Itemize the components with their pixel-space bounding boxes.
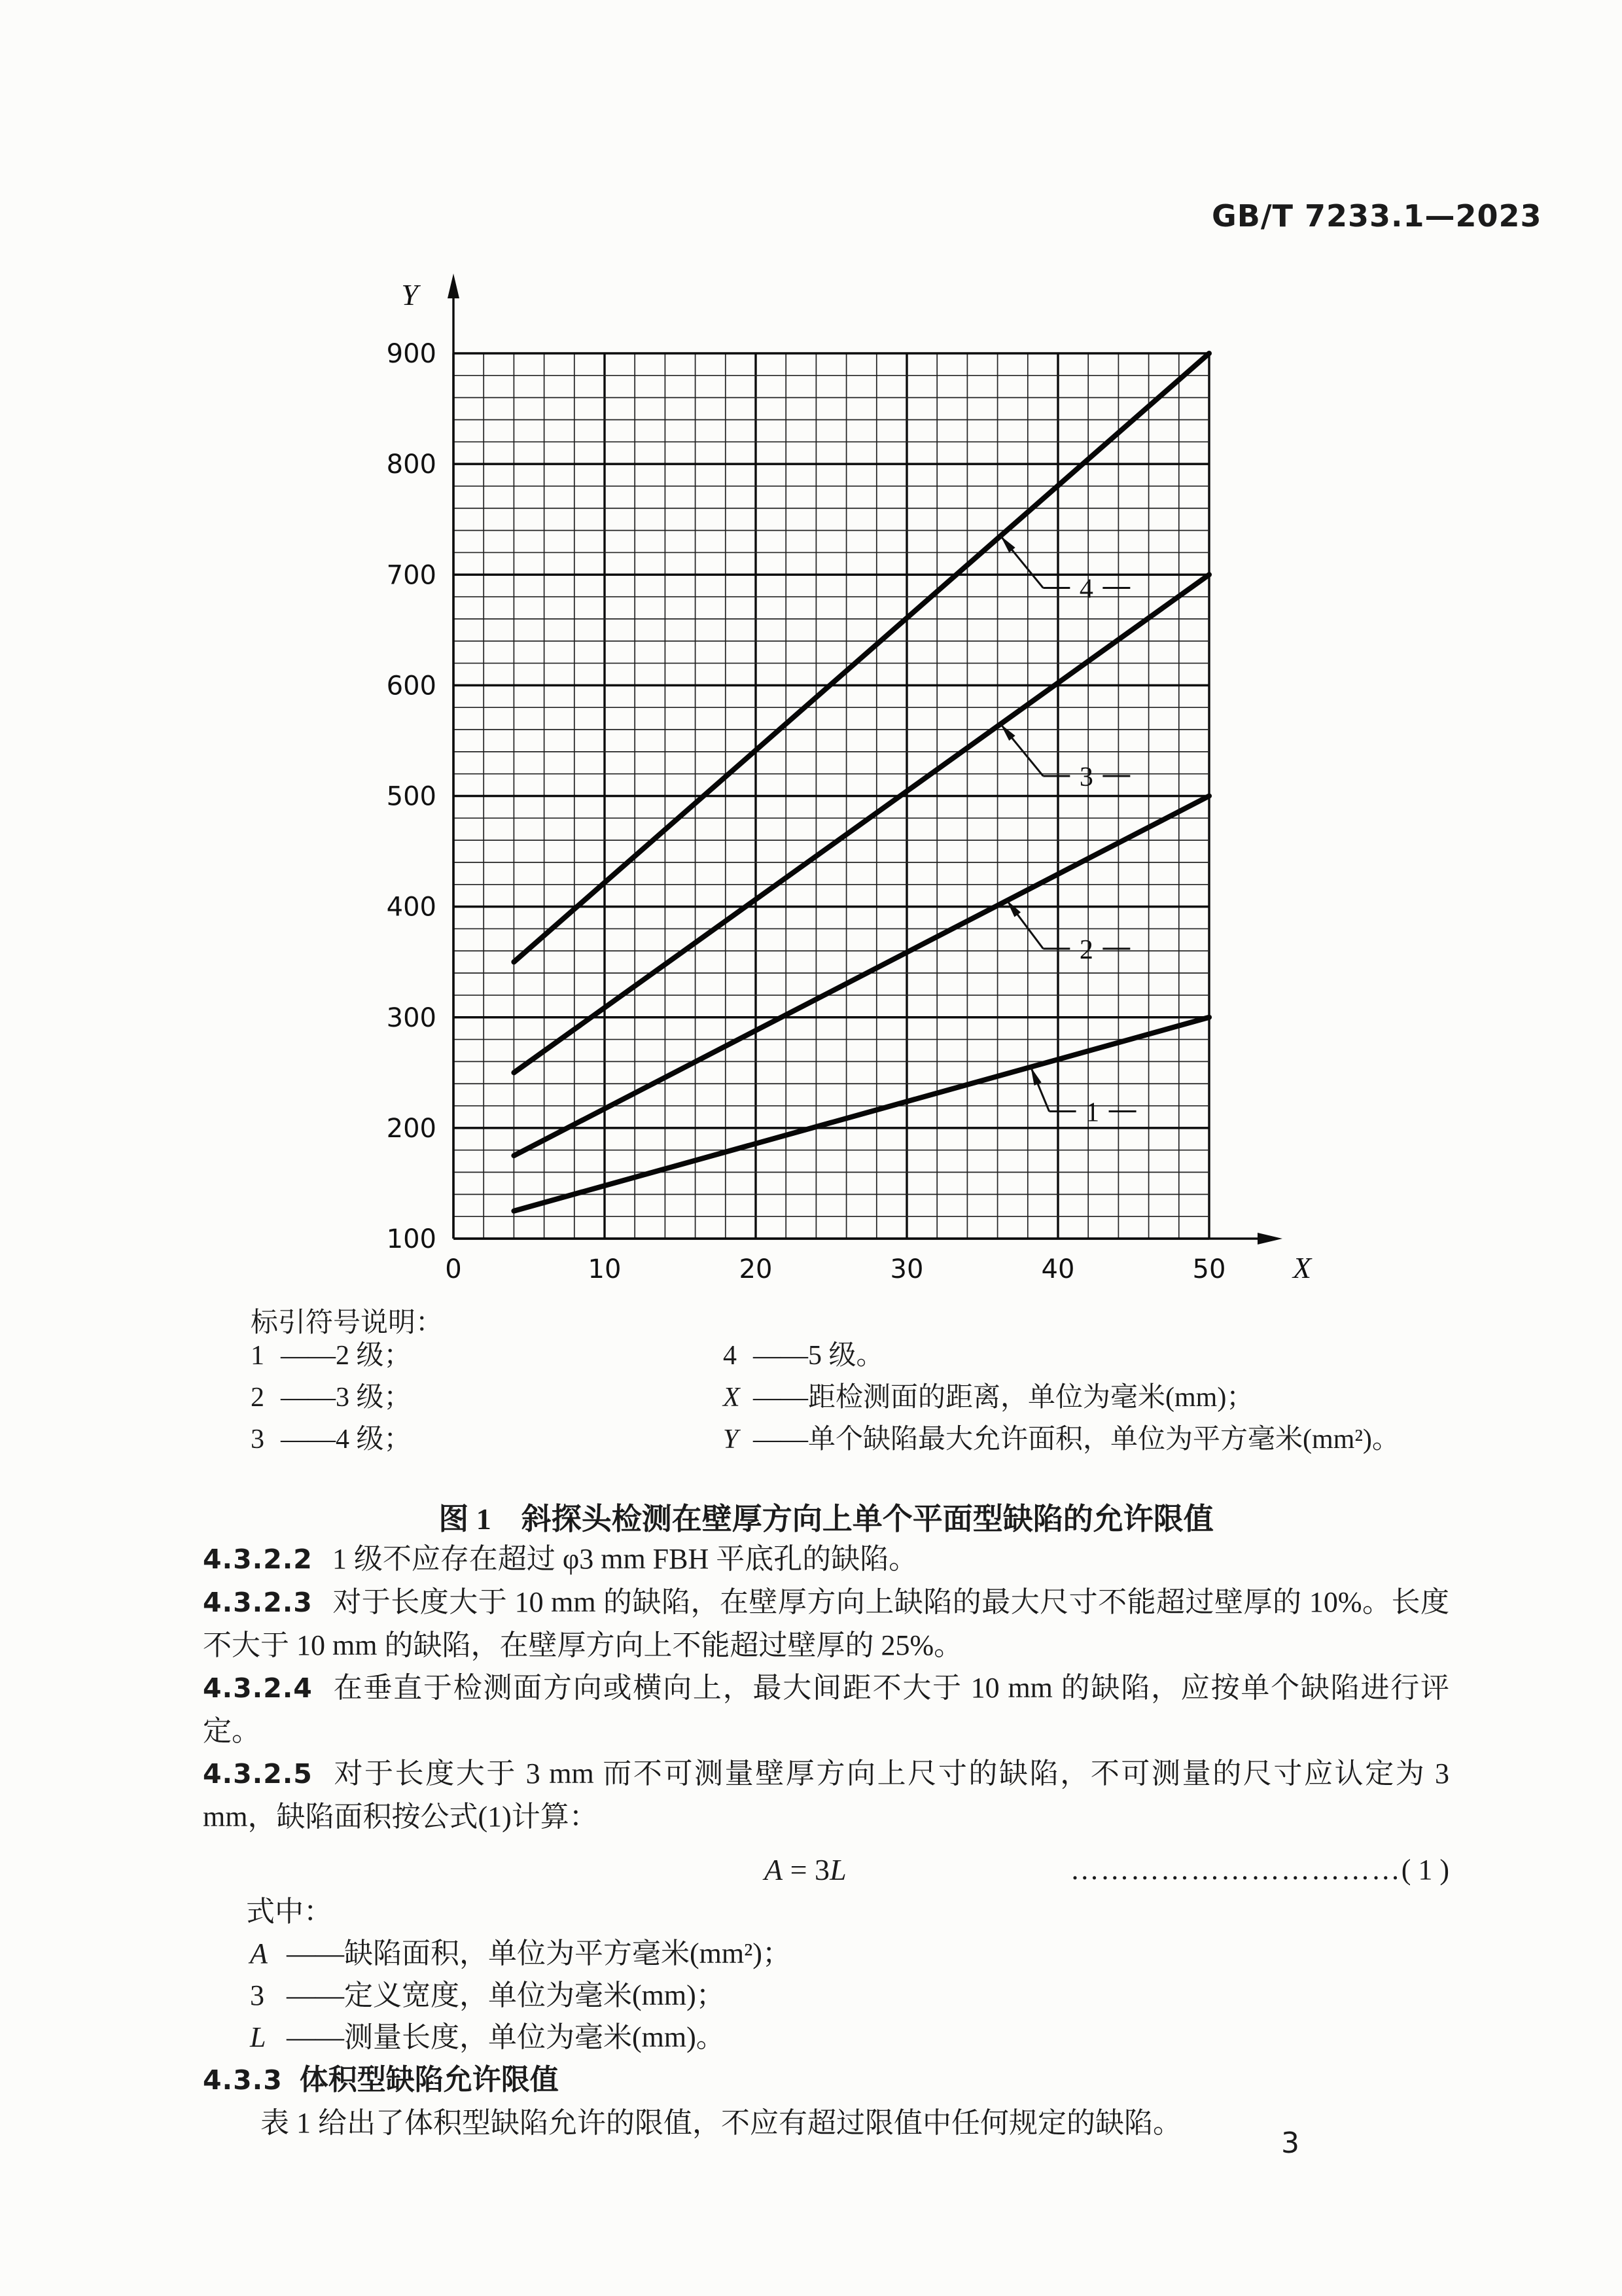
paragraph-4323 [203,1581,1449,1667]
legend-text: ——距检测面的距离，单位为毫米(mm)； [753,1383,1254,1413]
legend-item [723,1377,1400,1419]
y-axis-label: Y [401,278,418,311]
formula-1 [203,1848,1449,1890]
x-axis-arrow [1258,1233,1282,1245]
legend-item [723,1335,1400,1377]
clause-text: 在垂直于检测面方向或横向上，最大间距不大于 10 mm 的缺陷，应按单个缺陷进行评定。 [203,1672,1449,1747]
y-tick-label: 700 [386,560,436,591]
series-callout-label-1: 1 [1085,1097,1100,1128]
dot-leader: …………………………… [1070,1854,1402,1886]
heading-433 [203,2058,1449,2102]
legend-text: ——单个缺陷最大允许面积，单位为平方毫米(mm²)。 [753,1424,1400,1455]
legend-symbol: 1 [251,1341,264,1371]
standard-number: GB/T 7233.1—2023 [1212,198,1542,234]
x-tick-label: 20 [739,1254,773,1284]
legend-text: ——5 级。 [753,1341,884,1371]
heading-title: 体积型缺陷允许限值 [299,2064,559,2096]
x-tick-label: 30 [890,1254,924,1284]
y-tick-label: 200 [386,1113,436,1144]
where-label: 式中： [246,1896,332,1928]
where-desc: ——定义宽度，单位为毫米(mm)； [287,1979,725,2011]
legend-symbol: 4 [723,1341,737,1371]
figure-legend-column-left [251,1335,412,1460]
series-callout-label-2: 2 [1079,934,1093,965]
formula-reference [1070,1848,1449,1891]
series-callout-label-3: 3 [1079,762,1093,793]
y-axis-arrow [448,274,459,298]
legend-item [251,1419,412,1460]
clause-text: 对于长度大于 10 mm 的缺陷，在壁厚方向上缺陷的最大尺寸不能超过壁厚的 10%。长度不大于 10 mm 的缺陷，在壁厚方向上不能超过壁厚的 25%。 [203,1586,1449,1661]
page-number: 3 [1281,2127,1299,2160]
callout-leader-3 [1000,724,1043,776]
formula-var-L: L [830,1853,847,1886]
series-line-2 [514,796,1209,1156]
where-symbol: 3 [250,1979,264,2011]
y-tick-label: 900 [386,339,436,369]
figure-legend-column-right [723,1335,1400,1460]
clause-number: 4.3.2.2 [203,1544,313,1575]
formula-var-A: A [764,1853,783,1886]
legend-text: ——3 级； [281,1383,412,1413]
clause-number: 4.3.2.4 [203,1672,313,1704]
y-tick-label: 800 [386,450,436,480]
callout-leader-1 [1031,1067,1049,1112]
clause-text: 1 级不应存在超过 φ3 mm FBH 平底孔的缺陷。 [332,1543,918,1575]
closing-paragraph: 表 1 给出了体积型缺陷允许的限值，不应有超过限值中任何规定的缺陷。 [260,2107,1182,2139]
y-tick-label: 100 [386,1224,436,1254]
y-tick-label: 400 [386,892,436,923]
legend-symbol: Y [723,1424,739,1455]
where-desc: ——测量长度，单位为毫米(mm)。 [287,2021,725,2053]
clause-number: 4.3.2.3 [203,1587,313,1618]
y-tick-label: 600 [386,671,436,701]
where-desc: ——缺陷面积，单位为平方毫米(mm²)； [287,1937,791,1969]
y-tick-label: 500 [386,781,436,812]
x-tick-label: 50 [1192,1254,1226,1284]
where-item [203,1975,1449,2017]
callout-leader-4 [1000,536,1043,588]
formula-expression [764,1848,847,1891]
where-symbol: A [250,1937,268,1969]
y-tick-label: 300 [386,1002,436,1033]
clause-number: 4.3.2.5 [203,1758,313,1790]
paragraph-4325 [203,1752,1449,1838]
where-list [203,1933,1449,2058]
formula-number: ( 1 ) [1401,1854,1449,1886]
paragraph-4324 [203,1667,1449,1752]
legend-symbol: X [723,1383,740,1413]
legend-symbol: 2 [251,1383,264,1413]
legend-item [251,1377,412,1419]
series-line-4 [514,353,1209,962]
heading-number: 4.3.3 [203,2064,283,2096]
legend-symbol: 3 [251,1424,264,1455]
legend-text: ——2 级； [281,1341,412,1371]
legend-title: 标引符号说明： [251,1308,444,1338]
where-item [203,1933,1449,1975]
series-callout-label-4: 4 [1079,574,1093,605]
series-line-1 [514,1017,1209,1211]
figure1-defect-limit-chart [340,249,1361,1315]
legend-item [723,1419,1400,1460]
formula-operator: = 3 [783,1853,830,1886]
where-symbol: L [250,2021,266,2053]
body-text [203,1538,1449,2144]
x-tick-label: 10 [588,1254,622,1284]
paragraph-4322 [203,1538,1449,1581]
series-line-3 [514,574,1209,1072]
clause-text: 对于长度大于 3 mm 而不可测量壁厚方向上尺寸的缺陷，不可测量的尺寸应认定为 3 mm，缺陷面积按公式(1)计算： [203,1757,1449,1833]
x-tick-label: 0 [445,1254,462,1284]
legend-text: ——4 级； [281,1424,412,1455]
figure-caption: 图 1 斜探头检测在壁厚方向上单个平面型缺陷的允许限值 [438,1502,1214,1536]
x-axis-label: X [1292,1251,1312,1284]
legend-item [251,1335,412,1377]
x-tick-label: 40 [1041,1254,1075,1284]
where-item [203,2017,1449,2058]
